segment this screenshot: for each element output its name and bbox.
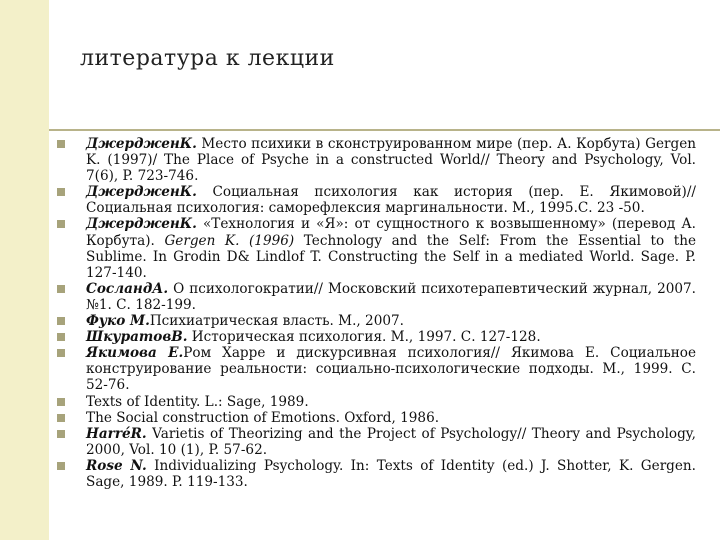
reference-author: Фуко М.	[86, 313, 150, 330]
list-item	[56, 216, 696, 280]
square-bullet-icon	[57, 188, 65, 196]
square-bullet-icon	[57, 349, 65, 357]
sidebar-stripe	[0, 0, 49, 540]
slide-title: литература к лекции	[80, 46, 335, 71]
square-bullet-icon	[57, 333, 65, 341]
square-bullet-icon	[57, 414, 65, 422]
reference-author: Якимова Е.	[86, 345, 184, 362]
square-bullet-icon	[57, 140, 65, 148]
reference-text: Varietis of Theorizing and the Project of Psychology// Theory and Psychology, 2000, Vol. 10 (1), P. 57-62.	[86, 425, 696, 458]
square-bullet-icon	[57, 462, 65, 470]
reference-text: Место психики в сконструированном мире (пер. А. Корбута) Gergen K. (1997)/ The Place of Psyche in a constructed World// Theory and Psychology, Vol. 7(6), P. 723-746.	[86, 136, 696, 185]
reference-author: ДжердженК.	[86, 216, 197, 233]
reference-text: The Social construction of Emotions. Oxford, 1986.	[86, 409, 440, 426]
reference-author: Rose N.	[86, 457, 147, 474]
list-item	[56, 394, 696, 410]
list-item	[56, 281, 696, 313]
reference-text: Texts of Identity. L.: Sage, 1989.	[86, 393, 309, 410]
reference-tail: Technology and the Self: From the Essential to the Sublime. In Grodin D& Lindlof T. Constructing the Self in a mediated World. Sage. P. 127-140.	[86, 232, 697, 281]
reference-text: Психиатрическая власть. М., 2007.	[149, 313, 404, 330]
list-item	[56, 345, 696, 393]
reference-author: ДжердженК.	[86, 136, 197, 152]
reference-text: Individualizing Psychology. In: Texts of Identity (ed.) J. Shotter, K. Gergen. Sage, 1989. P. 119-133.	[86, 457, 697, 490]
reference-text: О психологократии// Московский психотерапевтический журнал, 2007. №1. С. 182-199.	[86, 280, 696, 313]
reference-italic: Gergen K. (1996)	[164, 232, 295, 249]
square-bullet-icon	[57, 220, 65, 228]
reference-text: «Технология и «Я»: от сущностного к возвышенному» (перевод А. Корбута).	[86, 216, 696, 249]
reference-author: ШкуратовВ.	[86, 329, 188, 346]
list-item	[56, 410, 696, 426]
square-bullet-icon	[57, 430, 65, 438]
reference-list	[56, 136, 696, 490]
reference-author: ДжердженК.	[86, 184, 197, 201]
list-item	[56, 458, 696, 490]
square-bullet-icon	[57, 285, 65, 293]
reference-author: HarréR.	[86, 425, 147, 442]
list-item	[56, 136, 696, 184]
list-item	[56, 426, 696, 458]
square-bullet-icon	[57, 398, 65, 406]
list-item	[56, 329, 696, 345]
reference-text: Ром Харре и дискурсивная психология// Якимова Е. Социальное конструирование реальности: социально-психологические подходы. М., 1999. С. 52-76.	[86, 345, 697, 394]
reference-text: Социальная психология как история (пер. Е. Якимовой)// Социальная психология: саморефлексия маргинальности. М., 1995.С. 23 -50.	[86, 184, 696, 217]
reference-text: Историческая психология. М., 1997. С. 127-128.	[187, 329, 541, 346]
list-item	[56, 184, 696, 216]
reference-author: СосландА.	[86, 280, 169, 297]
divider-rule	[49, 129, 720, 131]
square-bullet-icon	[57, 317, 65, 325]
list-item	[56, 313, 696, 329]
